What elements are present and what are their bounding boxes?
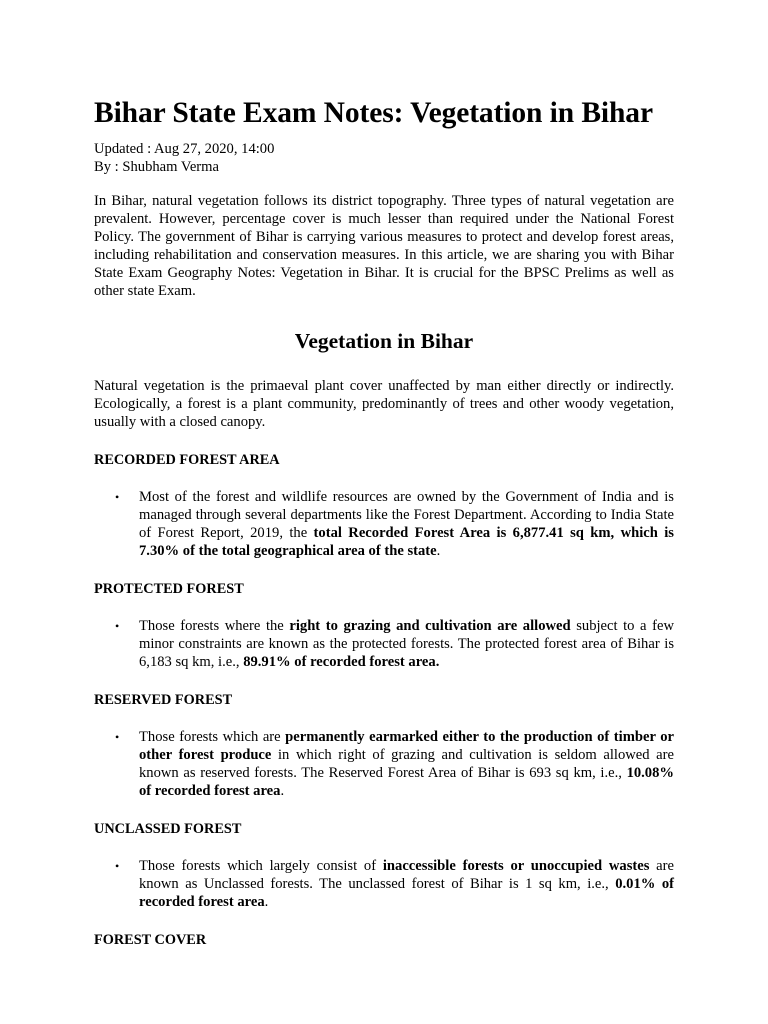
reserved-forest-heading: RESERVED FOREST xyxy=(94,692,233,708)
list-item xyxy=(115,488,674,560)
unclassed-forest-heading: UNCLASSED FOREST xyxy=(94,821,242,837)
bold-text: 10.08% of recorded forest area xyxy=(139,765,674,799)
bullet-icon: • xyxy=(115,859,120,873)
section-heading: Vegetation in Bihar xyxy=(294,329,474,353)
list-text: are known as Unclassed forests. The unclassed forest of Bihar is 1 sq km, i.e., xyxy=(139,858,674,892)
list-text: in which right of grazing and cultivation is seldom allowed are known as reserved forests. The Reserved Forest Area of Bihar is 693 sq km, i.e., xyxy=(139,747,674,781)
bullet-icon: • xyxy=(115,490,120,504)
protected-forest-list xyxy=(94,617,674,671)
natural-vegetation-paragraph: Natural vegetation is the primaeval plant cover unaffected by man either directly or indirectly. Ecologically, a forest is a plant community, predominantly of trees and other woody vegetation, usually with a closed canopy. xyxy=(94,378,674,430)
author-byline: By : Shubham Verma xyxy=(94,159,219,175)
bold-text: right to grazing and cultivation are allowed xyxy=(289,618,571,634)
list-text: Those forests where the xyxy=(139,618,290,634)
bullet-icon: • xyxy=(115,730,120,744)
forest-cover-heading: FOREST COVER xyxy=(94,932,207,948)
list-text: . xyxy=(436,543,441,559)
list-text: subject to a few minor constraints are known as the protected forests. The protected forest area of Bihar is 6,183 sq km, i.e., xyxy=(139,618,674,670)
bold-text: inaccessible forests or unoccupied wastes xyxy=(382,858,650,874)
list-item xyxy=(115,728,674,800)
list-text: Most of the forest and wildlife resources are owned by the Government of India and is managed through several departments like the Forest Department. According to India State of Forest Report, 2019, the xyxy=(139,489,674,541)
bold-text: permanently earmarked either to the production of timber or other forest produce xyxy=(139,729,674,763)
intro-paragraph: In Bihar, natural vegetation follows its district topography. Three types of natural vegetation are prevalent. However, percentage cover is much lesser than required under the National Forest Policy. The government of Bihar is carrying various measures to protect and develop forest areas, including rehabilitation and conservation measures. In this article, we are sharing you with Bihar State Exam Geography Notes: Vegetation in Bihar. It is crucial for the BPSC Prelims as well as other state Exam. xyxy=(94,193,674,299)
article-title: Bihar State Exam Notes: Vegetation in Bihar xyxy=(94,97,653,129)
bold-text: total Recorded Forest Area is 6,877.41 sq km, which is 7.30% of the total geographical area of the state xyxy=(139,525,674,559)
list-text: Those forests which are xyxy=(139,729,286,745)
list-item xyxy=(115,857,674,911)
reserved-forest-list xyxy=(94,728,674,800)
list-item xyxy=(115,617,674,671)
unclassed-forest-list xyxy=(94,857,674,911)
bullet-icon: • xyxy=(115,619,120,633)
list-text: . xyxy=(264,894,269,910)
article-meta xyxy=(94,140,674,176)
recorded-forest-list xyxy=(94,488,674,560)
recorded-forest-heading: RECORDED FOREST AREA xyxy=(94,452,280,468)
list-text: Those forests which largely consist of xyxy=(139,858,383,874)
bold-text: 89.91% of recorded forest area. xyxy=(243,654,440,670)
bold-text: 0.01% of recorded forest area xyxy=(139,876,674,910)
updated-date: Updated : Aug 27, 2020, 14:00 xyxy=(94,141,275,157)
protected-forest-heading: PROTECTED FOREST xyxy=(94,581,244,597)
list-text: . xyxy=(280,783,285,799)
